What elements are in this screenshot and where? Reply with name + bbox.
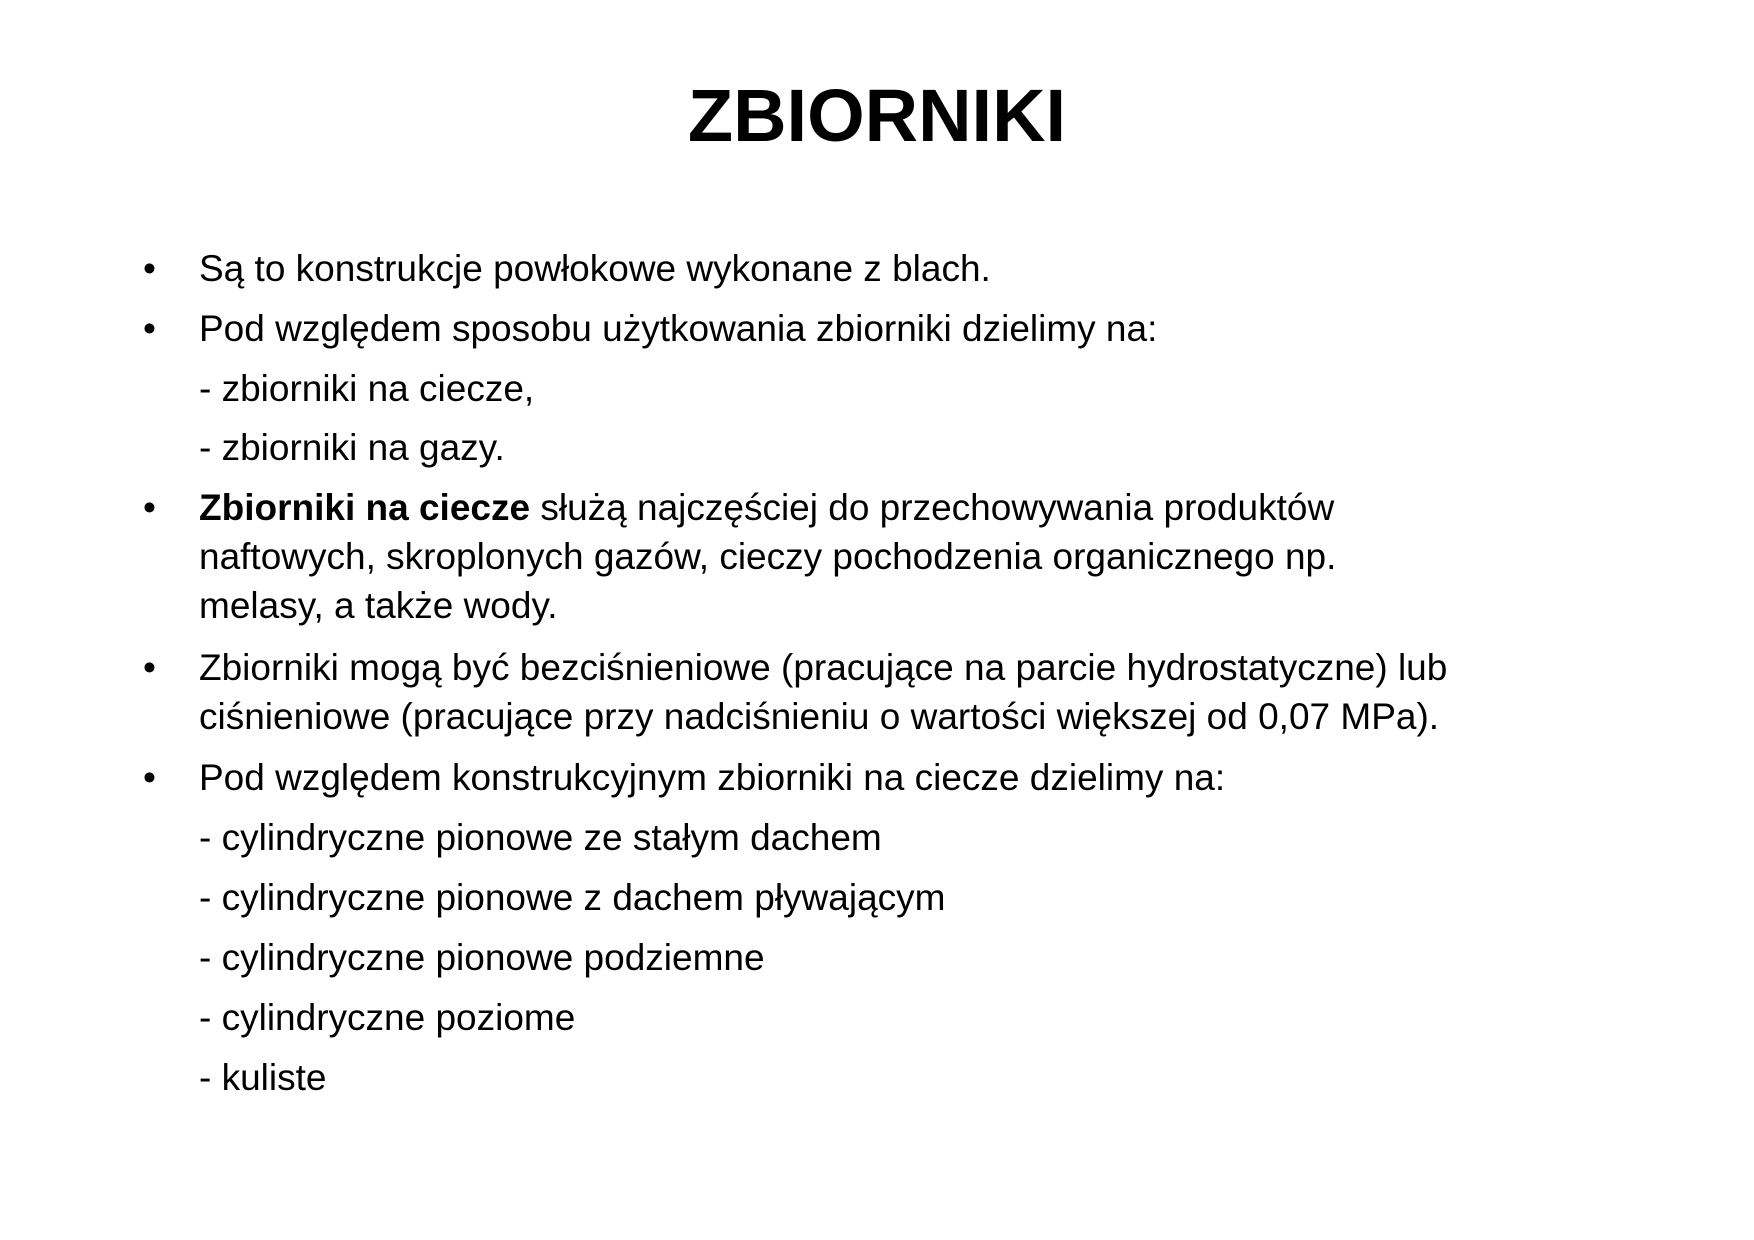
slide-title: ZBIORNIKI [687, 74, 1067, 157]
sub-item-fixed-roof: - cylindryczne pionowe ze stałym dachem [199, 817, 882, 858]
bullet-text-3-rest: służą najczęściej do przechowywania produktów [530, 487, 1335, 528]
bullet-marker: • [143, 248, 156, 289]
bullet-marker: • [143, 757, 156, 798]
bold-term: Zbiorniki na ciecze [199, 487, 531, 528]
sub-item-liquids: - zbiorniki na ciecze, [199, 368, 535, 409]
sub-item-spherical: - kuliste [199, 1057, 327, 1098]
bullet-text-1: Są to konstrukcje powłokowe wykonane z blach. [199, 248, 991, 289]
bullet-text-3-line-2: naftowych, skroplonych gazów, cieczy pochodzenia organicznego np. [199, 536, 1337, 577]
sub-item-gases: - zbiorniki na gazy. [199, 427, 505, 468]
bullet-text-5: Pod względem konstrukcyjnym zbiorniki na ciecze dzielimy na: [199, 757, 1226, 798]
bullet-text-3-line-3: melasy, a także wody. [199, 585, 558, 626]
sub-item-horizontal: - cylindryczne poziome [199, 997, 576, 1038]
bullet-text-2: Pod względem sposobu użytkowania zbiorniki dzielimy na: [199, 308, 1158, 349]
bullet-marker: • [143, 487, 156, 528]
sub-item-underground: - cylindryczne pionowe podziemne [199, 937, 765, 978]
bullet-text-4-line-1: Zbiorniki mogą być bezciśnieniowe (pracujące na parcie hydrostatyczne) lub [199, 647, 1448, 688]
bullet-marker: • [143, 647, 156, 688]
bullet-text-3-line-1 [199, 483, 1649, 532]
sub-item-floating-roof: - cylindryczne pionowe z dachem pływającym [199, 877, 946, 918]
bullet-marker: • [143, 308, 156, 349]
bullet-text-4-line-2: ciśnieniowe (pracujące przy nadciśnieniu o wartości większej od 0,07 MPa). [199, 696, 1440, 737]
